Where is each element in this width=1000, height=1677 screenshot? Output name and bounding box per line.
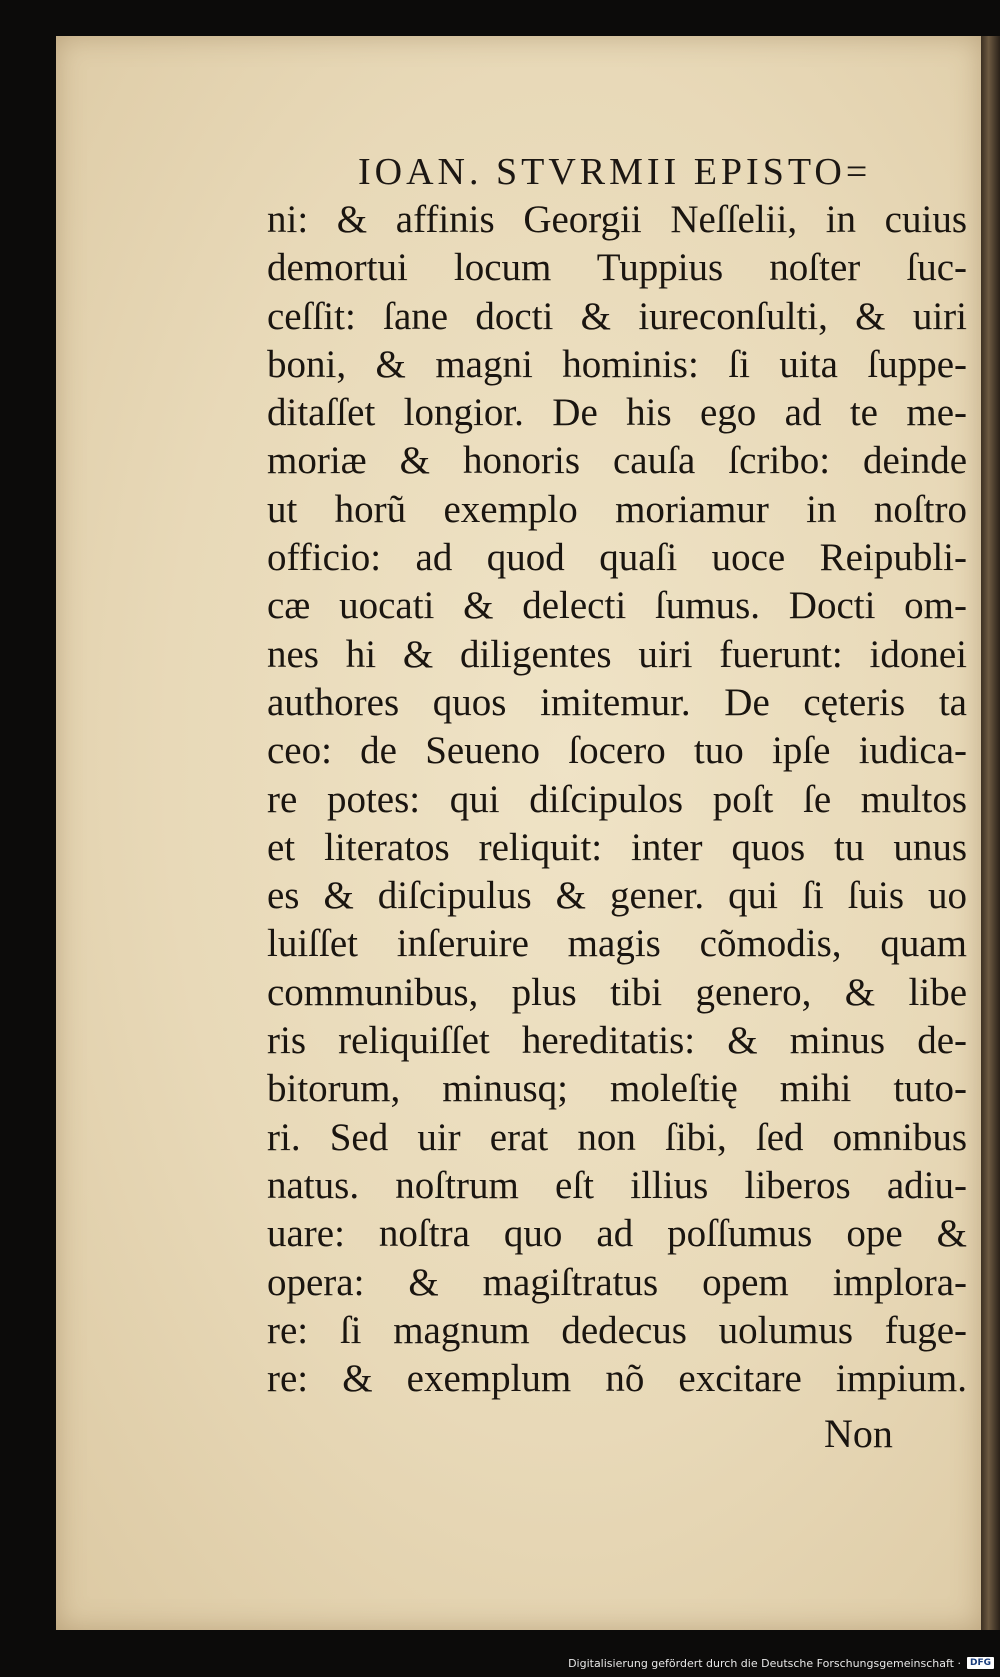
text-line: bitorum, minusq; moleſtię mihi tuto‐ (267, 1067, 967, 1111)
text-line: et literatos reliquit: inter quos tu unus (267, 825, 967, 869)
text-line: re potes: qui diſcipulos poſt ſe multos (267, 777, 967, 821)
text-line: boni, & magni hominis: ſi uita ſuppe‐ (267, 342, 967, 386)
credit-text: Digitalisierung gefördert durch die Deutsche Forschungsgemeinschaft · (568, 1656, 961, 1670)
text-line: uare: noſtra quo ad poſſumus ope & (267, 1212, 967, 1256)
text-line: es & diſcipulus & gener. qui ſi ſuis uo (267, 874, 967, 918)
running-head: IOAN. STVRMII EPISTO= (358, 151, 872, 193)
text-line: ceſſit: ſane docti & iureconſulti, & uiri (267, 294, 967, 338)
text-line: luiſſet inſeruire magis cõmodis, quam (267, 922, 967, 966)
text-line: ris reliquiſſet hereditatis: & minus de‐ (267, 1019, 967, 1063)
text-line: ditaſſet longior. De his ego ad te me‐ (267, 391, 967, 435)
digitization-credit (568, 1653, 994, 1673)
text-line: ni: & affinis Georgii Neſſelii, in cuius (267, 198, 967, 241)
text-line: moriæ & honoris cauſa ſcribo: deinde (267, 439, 967, 483)
text-line: officio: ad quod quaſi uoce Reipubli‐ (267, 536, 967, 580)
text-line: cæ uocati & delecti ſumus. Docti om‐ (267, 584, 967, 628)
text-line: ceo: de Seueno ſocero tuo ipſe iudica‐ (267, 729, 967, 773)
text-line: nes hi & diligentes uiri fuerunt: idonei (267, 632, 967, 676)
text-line: re: & exemplum nõ excitare impium. (267, 1357, 967, 1401)
catchword: Non (824, 1411, 893, 1456)
text-line: re: ſi magnum dedecus uolumus fuge‐ (267, 1308, 967, 1352)
text-line: ri. Sed uir erat non ſibi, ſed omnibus (267, 1115, 967, 1159)
text-line: ut horũ exemplo moriamur in noſtro (267, 487, 967, 531)
body-text (267, 196, 967, 1403)
page-edge (981, 36, 1000, 1630)
text-line: authores quos imitemur. De cęteris ta (267, 680, 967, 724)
text-line: demortui locum Tuppius noſter ſuc‐ (267, 246, 967, 290)
text-line: opera: & magiſtratus opem implora‐ (267, 1260, 967, 1304)
dfg-logo-icon: DFG (967, 1657, 994, 1669)
text-line: natus. noſtrum eſt illius liberos adiu‐ (267, 1163, 967, 1207)
text-line: communibus, plus tibi genero, & libe (267, 970, 967, 1014)
